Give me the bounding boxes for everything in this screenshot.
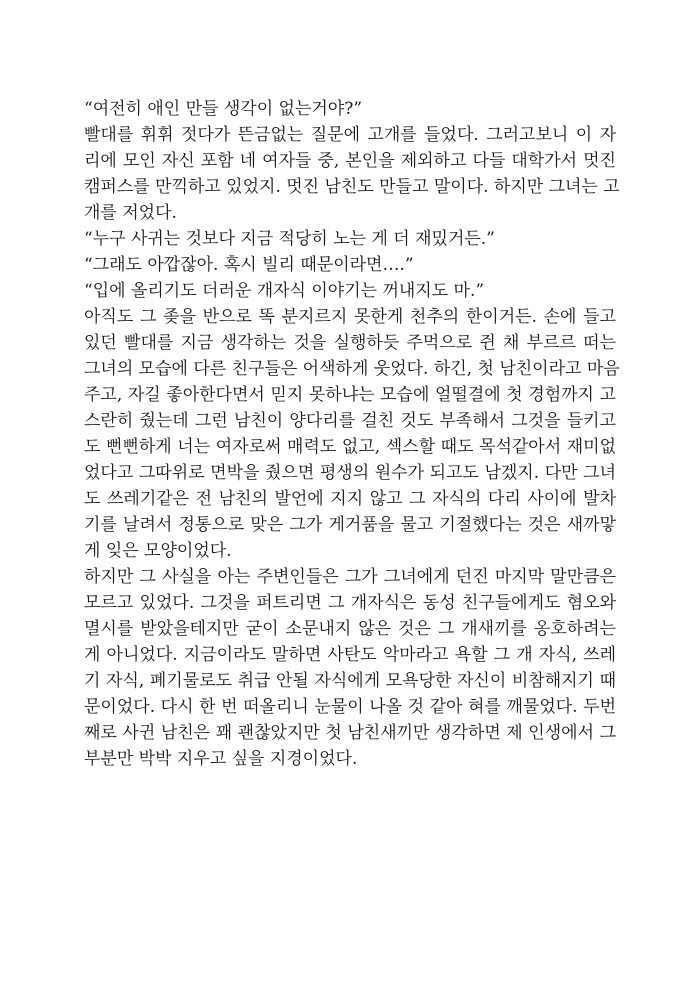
paragraph-line: 주고, 자길 좋아한다면서 믿지 못하냐는 모습에 얼떨결에 첫 경험까지 고 xyxy=(84,385,616,405)
paragraph-line: 아직도 그 좆을 반으로 똑 분지르지 못한게 천추의 한이거든. 손에 들고 xyxy=(84,307,616,327)
dialogue-line: “누구 사귀는 것보다 지금 적당히 노는 게 더 재밌거든.” xyxy=(84,229,495,249)
paragraph-line: 모르고 있었다. 그것을 퍼트리면 그 개자식은 동성 친구들에게도 혐오와 xyxy=(84,593,616,613)
dialogue-line: “그래도 아깝잖아. 혹시 빌리 때문이라면….” xyxy=(84,255,414,275)
paragraph-line: 게 잊은 모양이었다. xyxy=(84,541,232,561)
paragraph-line: 멸시를 받았을테지만 굳이 소문내지 않은 것은 그 개새끼를 옹호하려는 xyxy=(84,619,616,639)
paragraph-line: 도 쓰레기같은 전 남친의 발언에 지지 않고 그 자식의 다리 사이에 발차 xyxy=(84,489,616,509)
paragraph-line: 기 자식, 폐기물로도 취급 안될 자식에게 모욕당한 자신이 비참해지기 때 xyxy=(84,671,616,691)
paragraph-line: 빨대를 휘휘 젓다가 뜬금없는 질문에 고개를 들었다. 그러고보니 이 자 xyxy=(84,125,616,145)
paragraph-line: 캠퍼스를 만끽하고 있었지. 멋진 남친도 만들고 말이다. 하지만 그녀는 고 xyxy=(84,177,620,197)
paragraph-line: 있던 빨대를 지금 생각하는 것을 실행하듯 주먹으로 쥔 채 부르르 떠는 xyxy=(84,333,616,353)
paragraph-line: 도 뻔뻔하게 너는 여자로써 매력도 없고, 섹스할 때도 목석같아서 재미없 xyxy=(84,437,616,457)
paragraph-line: 었다고 그따위로 면박을 줬으면 평생의 원수가 되고도 남겠지. 다만 그녀 xyxy=(84,463,616,483)
paragraph-line: 개를 저었다. xyxy=(84,203,177,223)
paragraph-line: 하지만 그 사실을 아는 주변인들은 그가 그녀에게 던진 마지막 말만큼은 xyxy=(84,567,616,587)
paragraph-line: 그녀의 모습에 다른 친구들은 어색하게 웃었다. 하긴, 첫 남친이라고 마음 xyxy=(84,359,620,379)
paragraph-line: 째로 사귄 남친은 꽤 괜찮았지만 첫 남친새끼만 생각하면 제 인생에서 그 xyxy=(84,723,616,743)
paragraph-line: 스란히 줬는데 그런 남친이 양다리를 걸친 것도 부족해서 그것을 들키고 xyxy=(84,411,616,431)
body-text xyxy=(84,96,620,772)
paragraph-line: 부분만 박박 지우고 싶을 지경이었다. xyxy=(84,749,358,769)
paragraph-line: 문이었다. 다시 한 번 떠올리니 눈물이 나올 것 같아 혀를 깨물었다. 두번 xyxy=(84,697,616,717)
dialogue-line: “여전히 애인 만들 생각이 없는거야?” xyxy=(84,99,363,119)
paragraph-line: 게 아니었다. 지금이라도 말하면 사탄도 악마라고 욕할 그 개 자식, 쓰레 xyxy=(84,645,616,665)
paragraph-line: 리에 모인 자신 포함 네 여자들 중, 본인을 제외하고 다들 대학가서 멋진 xyxy=(84,151,616,171)
dialogue-line: “입에 올리기도 더러운 개자식 이야기는 꺼내지도 마.” xyxy=(84,281,485,301)
paragraph-line: 기를 날려서 정통으로 맞은 그가 게거품을 물고 기절했다는 것은 새까맣 xyxy=(84,515,616,535)
